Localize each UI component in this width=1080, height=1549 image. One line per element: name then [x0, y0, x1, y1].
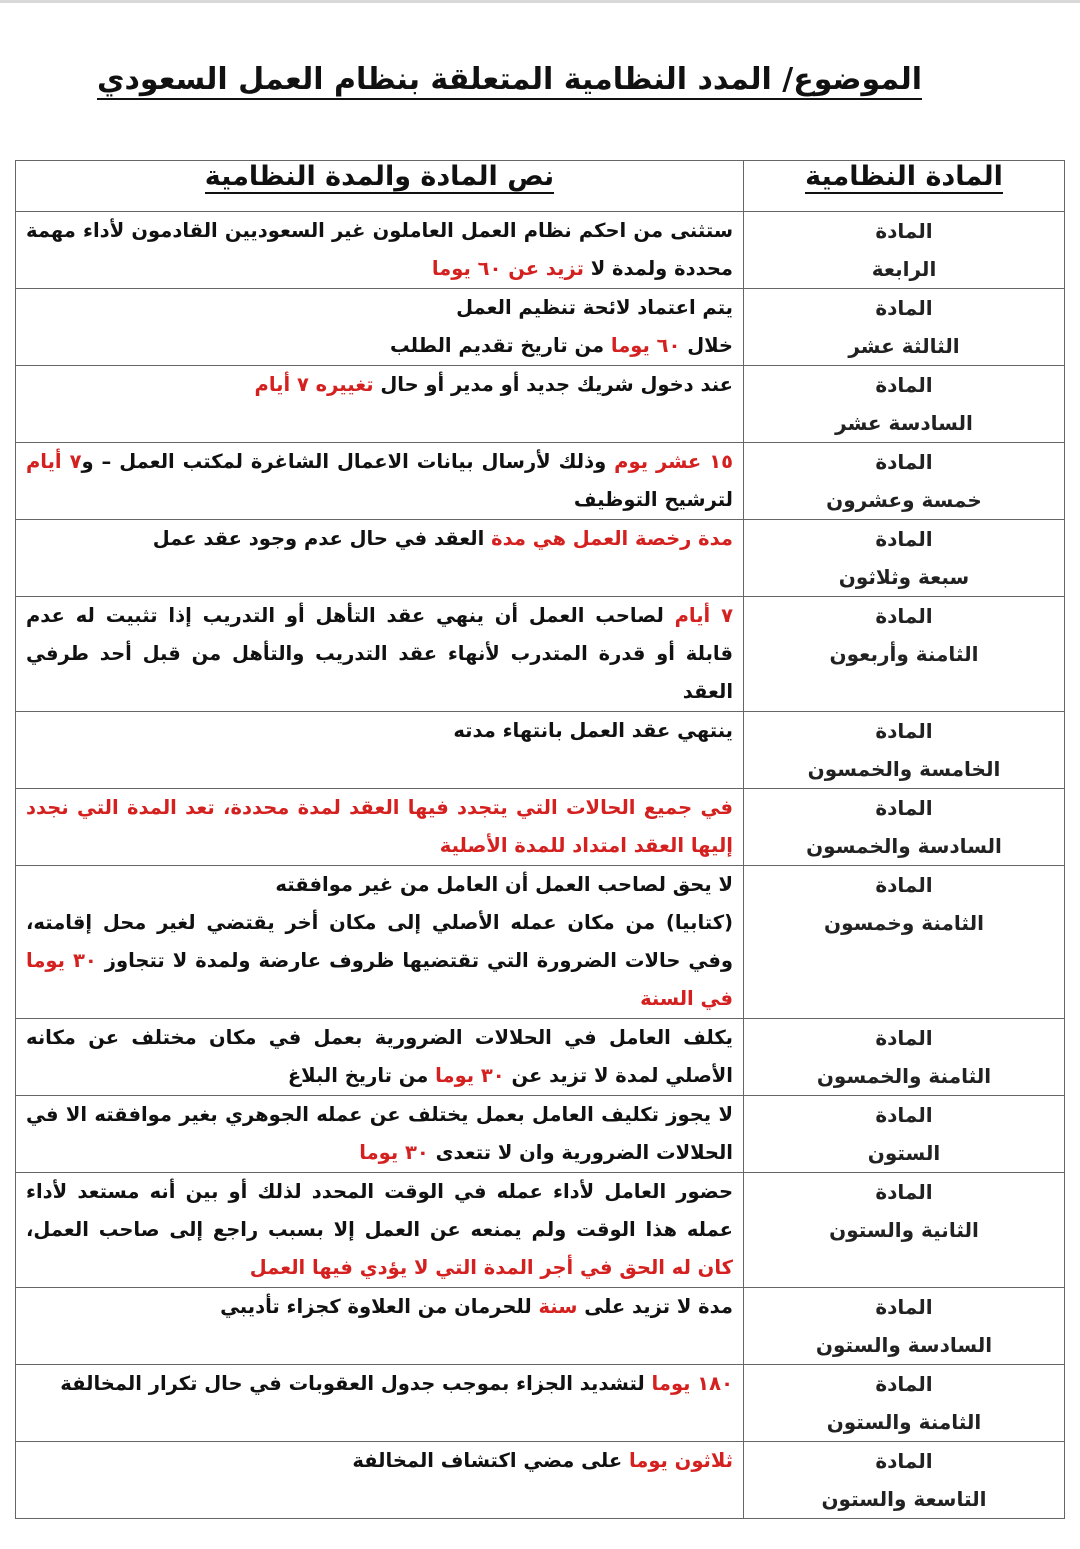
articles-table — [15, 160, 1065, 1519]
document-title-text: الموضوع/ المدد النظامية المتعلقة بنظام العمل السعودي — [97, 62, 922, 100]
article-number: التاسعة والستون — [821, 1487, 987, 1511]
article-label: المادة — [875, 719, 933, 743]
article-text-cell — [16, 1096, 744, 1173]
article-number: الثامنة والخمسون — [816, 1064, 992, 1088]
highlighted-period: ٣٠ يوما في السنة — [26, 949, 733, 1010]
article-label: المادة — [875, 604, 933, 628]
article-label: المادة — [875, 1026, 933, 1050]
article-number: الثالثة عشر — [848, 334, 960, 358]
table-row — [16, 443, 1065, 520]
article-text-cell — [16, 789, 744, 866]
article-label: المادة — [875, 527, 933, 551]
article-cell — [744, 712, 1065, 789]
article-text: لا يجوز تكليف العامل بعمل يختلف عن عمله الجوهري بغير موافقته الا في الحلالات الضرورية وان لا تتعدى — [26, 1103, 733, 1164]
article-text-cell — [16, 866, 744, 1019]
highlighted-period: ٦٠ يوما — [610, 334, 681, 357]
highlighted-period: تغييره ٧ أيام — [254, 373, 374, 396]
highlighted-period: ١٨٠ يوما — [651, 1372, 733, 1395]
article-label: المادة — [875, 1449, 933, 1473]
article-cell — [744, 597, 1065, 712]
highlighted-period: ٣٠ يوما — [359, 1141, 429, 1164]
document-title — [82, 58, 922, 102]
table-row — [16, 520, 1065, 597]
article-text: خلال — [680, 334, 733, 357]
article-text: من تاريخ تقديم الطلب — [390, 334, 611, 357]
article-text: لصاحب العمل أن ينهي عقد التأهل أو التدريب إذا تثبيت له عدم قابلة أو قدرة المتدرب لأنهاء عقد التدريب والتأهل من قبل أحد طرفي العقد — [26, 604, 733, 703]
article-cell — [744, 1019, 1065, 1096]
article-label: المادة — [875, 373, 933, 397]
table-row — [16, 1019, 1065, 1096]
table-row — [16, 789, 1065, 866]
article-text: (كتابيا) من مكان عمله الأصلي إلى مكان أخر يقتضي لغير محل إقامته، وفي حالات الضرورة التي تقتضيها ظروف عارضة ولمدة لا تتجاوز — [26, 911, 733, 972]
article-cell — [744, 1442, 1065, 1519]
article-number: الثانية والستون — [829, 1218, 979, 1242]
table-row — [16, 366, 1065, 443]
highlighted-period: تزيد عن ٦٠ يوما — [431, 257, 584, 280]
article-cell — [744, 789, 1065, 866]
article-text: العقد في حال عدم وجود عقد عمل — [152, 527, 492, 550]
article-text-cell — [16, 443, 744, 520]
highlighted-period: سنة — [538, 1295, 578, 1318]
article-cell — [744, 443, 1065, 520]
article-text: يكلف العامل في الحلالات الضرورية بعمل في مكان مختلف عن مكانه الأصلي لمدة لا تزيد عن — [26, 1026, 733, 1087]
article-cell — [744, 520, 1065, 597]
article-text-cell — [16, 1019, 744, 1096]
article-text-cell — [16, 597, 744, 712]
article-label: المادة — [875, 450, 933, 474]
article-label: المادة — [875, 296, 933, 320]
article-cell — [744, 1173, 1065, 1288]
table-row — [16, 212, 1065, 289]
article-number: السادسة والخمسون — [806, 834, 1002, 858]
article-number: خمسة وعشرون — [826, 488, 982, 512]
table-row — [16, 1288, 1065, 1365]
article-text: عند دخول شريك جديد أو مدير أو حال — [373, 373, 733, 396]
article-text: من تاريخ البلاغ — [287, 1064, 436, 1087]
highlighted-period: ١٥ عشر يوم — [614, 450, 733, 473]
article-label: المادة — [875, 796, 933, 820]
table-row — [16, 1173, 1065, 1288]
article-cell — [744, 212, 1065, 289]
article-cell — [744, 866, 1065, 1019]
article-number: السادسة عشر — [835, 411, 973, 435]
header-text-label: نص المادة والمدة النظامية — [204, 161, 555, 192]
article-number: سبعة وثلاثون — [838, 565, 970, 589]
highlighted-period: ٧ أيام — [26, 450, 82, 473]
highlighted-period: في جميع الحالات التي يتجدد فيها العقد لمدة محددة، تعد المدة التي نجدد إليها العقد امتداد للمدة الأصلية — [26, 796, 733, 857]
article-number: الستون — [867, 1141, 941, 1165]
article-text-cell — [16, 712, 744, 789]
article-label: المادة — [875, 1372, 933, 1396]
article-text: وذلك لأرسال بيانات الاعمال الشاغرة لمكتب العمل – و — [81, 450, 615, 473]
table-row — [16, 1442, 1065, 1519]
table-row — [16, 597, 1065, 712]
article-text-cell — [16, 1173, 744, 1288]
article-cell — [744, 1288, 1065, 1365]
article-cell — [744, 1096, 1065, 1173]
article-text-cell — [16, 520, 744, 597]
header-text — [16, 161, 744, 212]
table-row — [16, 1096, 1065, 1173]
highlighted-period: كان له الحق في أجر المدة التي لا يؤدي فيها العمل — [249, 1256, 733, 1279]
article-text-cell — [16, 1442, 744, 1519]
article-text-cell — [16, 366, 744, 443]
highlighted-period: ٧ أيام — [674, 604, 733, 627]
article-label: المادة — [875, 219, 933, 243]
article-number: الثامنة وأربعون — [829, 642, 979, 666]
article-label: المادة — [875, 873, 933, 897]
article-text: لترشيح التوظيف — [573, 488, 733, 511]
highlighted-period: مدة رخصة العمل هي مدة — [491, 527, 733, 550]
article-number: الرابعة — [871, 257, 937, 281]
article-text: لتشديد الجزاء بموجب جدول العقوبات في حال تكرار المخالفة — [60, 1372, 652, 1395]
top-divider — [0, 0, 1080, 3]
article-number: الخامسة والخمسون — [807, 757, 1001, 781]
article-text: لا يحق لصاحب العمل أن العامل من غير موافقته — [275, 873, 733, 896]
article-text-cell — [16, 289, 744, 366]
table-row — [16, 289, 1065, 366]
article-number: السادسة والستون — [815, 1333, 993, 1357]
article-number: الثامنة وخمسون — [824, 911, 984, 935]
table-row — [16, 712, 1065, 789]
header-article — [744, 161, 1065, 212]
table-row — [16, 1365, 1065, 1442]
highlighted-period: ٣٠ يوما — [435, 1064, 505, 1087]
article-number: الثامنة والستون — [826, 1410, 982, 1434]
article-cell — [744, 289, 1065, 366]
article-cell — [744, 1365, 1065, 1442]
table-row — [16, 866, 1065, 1019]
article-text-cell — [16, 212, 744, 289]
article-label: المادة — [875, 1103, 933, 1127]
article-text: حضور العامل لأداء عمله في الوقت المحدد لذلك أو بين أنه مستعد لأداء عمله هذا الوقت ولم يمنعه عن العمل إلا بسبب راجع إلى صاحب العمل، — [26, 1180, 733, 1241]
article-cell — [744, 366, 1065, 443]
article-text: للحرمان من العلاوة كجزاء تأديبي — [220, 1295, 539, 1318]
article-text: يتم اعتماد لائحة تنظيم العمل — [456, 296, 733, 319]
article-text-cell — [16, 1365, 744, 1442]
article-text: ستثنى من احكم نظام العمل العاملون غير السعوديين القادمون لأداء مهمة محددة ولمدة لا — [26, 219, 733, 280]
article-label: المادة — [875, 1180, 933, 1204]
highlighted-period: ثلاثون يوما — [628, 1449, 733, 1472]
article-label: المادة — [875, 1295, 933, 1319]
header-article-label: المادة النظامية — [805, 161, 1003, 192]
article-text: مدة لا تزيد على — [577, 1295, 733, 1318]
article-text-cell — [16, 1288, 744, 1365]
article-text: ينتهي عقد العمل بانتهاء مدته — [453, 719, 733, 742]
table-header-row — [16, 161, 1065, 212]
article-text: على مضي اكتشاف المخالفة — [352, 1449, 629, 1472]
